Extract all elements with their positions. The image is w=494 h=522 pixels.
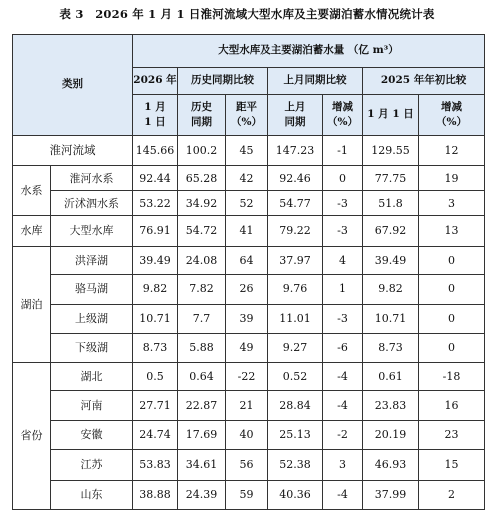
header-change: 增减 （%） [323, 94, 363, 135]
row-label: 江苏 [51, 450, 133, 480]
table-cell: 5.88 [178, 333, 226, 362]
table-cell: 52 [226, 191, 268, 216]
table-cell: 7.7 [178, 304, 226, 333]
table-cell: 147.23 [268, 136, 323, 166]
table-cell: 11.01 [268, 304, 323, 333]
table-cell: 39 [226, 304, 268, 333]
table-cell: 9.82 [363, 275, 419, 304]
row-label: 骆马湖 [51, 275, 133, 304]
table-row [13, 246, 485, 274]
table-cell: 92.44 [133, 166, 178, 191]
table-cell: 9.27 [268, 333, 323, 362]
table-cell: 26 [226, 275, 268, 304]
table-cell: 4 [323, 246, 363, 274]
table-cell: -3 [323, 191, 363, 216]
table-cell: 3 [419, 191, 485, 216]
table-cell: 53.83 [133, 450, 178, 480]
table-cell: -3 [323, 304, 363, 333]
table-cell: 77.75 [363, 166, 419, 191]
table-cell: 46.93 [363, 450, 419, 480]
table-cell: 0 [419, 246, 485, 274]
group-label: 水系 [13, 166, 51, 216]
header-change-2025: 增减 （%） [419, 94, 485, 135]
table-cell: 0.52 [268, 363, 323, 391]
table-cell: 2 [419, 480, 485, 509]
header-historical: 历史同期比较 [178, 67, 268, 94]
table-cell: 28.84 [268, 391, 323, 420]
header-jan1: 1 月 1 日 [133, 94, 178, 135]
table-cell: 0 [419, 333, 485, 362]
table-cell: 9.82 [133, 275, 178, 304]
group-label: 省份 [13, 363, 51, 510]
table-cell: 54.72 [178, 216, 226, 246]
row-label: 下级湖 [51, 333, 133, 362]
table-cell: 100.2 [178, 136, 226, 166]
table-cell: 19 [419, 166, 485, 191]
row-label: 山东 [51, 480, 133, 509]
header-last-same: 上月 同期 [268, 94, 323, 135]
table-cell: 20.19 [363, 420, 419, 449]
table-cell: 13 [419, 216, 485, 246]
row-label: 湖北 [51, 363, 133, 391]
table-cell: -1 [323, 136, 363, 166]
table-cell: -3 [323, 216, 363, 246]
table-cell: 27.71 [133, 391, 178, 420]
table-cell: 16 [419, 391, 485, 420]
table-cell: 40.36 [268, 480, 323, 509]
table-cell: 0 [323, 166, 363, 191]
table-row [13, 363, 485, 391]
table-cell: 54.77 [268, 191, 323, 216]
table-cell: 39.49 [363, 246, 419, 274]
table-cell: 42 [226, 166, 268, 191]
header-last-month: 上月同期比较 [268, 67, 363, 94]
header-hist-same: 历史 同期 [178, 94, 226, 135]
table-cell: 23 [419, 420, 485, 449]
table-cell: 39.49 [133, 246, 178, 274]
table-row [13, 191, 485, 216]
table-title: 表 3 2026 年 1 月 1 日淮河流域大型水库及主要湖泊蓄水情况统计表 [59, 7, 435, 21]
table-cell: -6 [323, 333, 363, 362]
table-cell: 67.92 [363, 216, 419, 246]
table-cell: 59 [226, 480, 268, 509]
table-cell: 15 [419, 450, 485, 480]
table-cell: 53.22 [133, 191, 178, 216]
table-row [13, 136, 485, 166]
table-cell: 9.76 [268, 275, 323, 304]
table-cell: 41 [226, 216, 268, 246]
table-cell: 56 [226, 450, 268, 480]
row-label: 安徽 [51, 420, 133, 449]
table-cell: 0 [419, 275, 485, 304]
row-label: 淮河水系 [51, 166, 133, 191]
table-row [13, 450, 485, 480]
row-label: 沂沭泗水系 [51, 191, 133, 216]
table-cell: 51.8 [363, 191, 419, 216]
table-row [13, 391, 485, 420]
table-row [13, 216, 485, 246]
table-cell: 24.74 [133, 420, 178, 449]
table-cell: -4 [323, 391, 363, 420]
table-cell: 76.91 [133, 216, 178, 246]
table-cell: 21 [226, 391, 268, 420]
row-label: 淮河流域 [13, 136, 133, 166]
table-cell: 34.92 [178, 191, 226, 216]
table-cell: 17.69 [178, 420, 226, 449]
table-cell: 12 [419, 136, 485, 166]
table-row [13, 333, 485, 362]
table-cell: 92.46 [268, 166, 323, 191]
table-cell: 38.88 [133, 480, 178, 509]
table-cell: -2 [323, 420, 363, 449]
header-2026: 2026 年 [133, 67, 178, 94]
row-label: 上级湖 [51, 304, 133, 333]
table-cell: -18 [419, 363, 485, 391]
table-cell: 23.83 [363, 391, 419, 420]
table-cell: -4 [323, 363, 363, 391]
table-cell: 24.39 [178, 480, 226, 509]
table-cell: 79.22 [268, 216, 323, 246]
reservoir-storage-table [12, 34, 485, 510]
table-cell: 8.73 [363, 333, 419, 362]
table-cell: 34.61 [178, 450, 226, 480]
table-cell: 40 [226, 420, 268, 449]
row-label: 洪泽湖 [51, 246, 133, 274]
table-cell: -22 [226, 363, 268, 391]
table-cell: 7.82 [178, 275, 226, 304]
table-cell: 65.28 [178, 166, 226, 191]
table-row [13, 304, 485, 333]
header-anomaly: 距平 （%） [226, 94, 268, 135]
table-cell: 0.64 [178, 363, 226, 391]
table-cell: 0 [419, 304, 485, 333]
table-cell: 1 [323, 275, 363, 304]
table-cell: 0.5 [133, 363, 178, 391]
table-cell: 0.61 [363, 363, 419, 391]
header-early-2025: 2025 年年初比较 [363, 67, 485, 94]
table-cell: 10.71 [363, 304, 419, 333]
table-row [13, 275, 485, 304]
table-row [13, 480, 485, 509]
header-jan1-2025: 1 月 1 日 [363, 94, 419, 135]
table-cell: 49 [226, 333, 268, 362]
table-cell: 10.71 [133, 304, 178, 333]
table-cell: 3 [323, 450, 363, 480]
table-row [13, 166, 485, 191]
header-group: 大型水库及主要湖泊蓄水量 （亿 m³） [133, 35, 485, 68]
row-label: 河南 [51, 391, 133, 420]
table-cell: 8.73 [133, 333, 178, 362]
table-cell: 24.08 [178, 246, 226, 274]
table-cell: 37.99 [363, 480, 419, 509]
table-cell: 37.97 [268, 246, 323, 274]
group-label: 湖泊 [13, 246, 51, 362]
table-cell: 64 [226, 246, 268, 274]
table-cell: 45 [226, 136, 268, 166]
table-cell: 22.87 [178, 391, 226, 420]
table-cell: 25.13 [268, 420, 323, 449]
row-label: 大型水库 [51, 216, 133, 246]
table-cell: 52.38 [268, 450, 323, 480]
group-label: 水库 [13, 216, 51, 246]
table-cell: 145.66 [133, 136, 178, 166]
table-cell: -4 [323, 480, 363, 509]
table-row [13, 420, 485, 449]
table-cell: 129.55 [363, 136, 419, 166]
header-category: 类别 [13, 35, 133, 136]
